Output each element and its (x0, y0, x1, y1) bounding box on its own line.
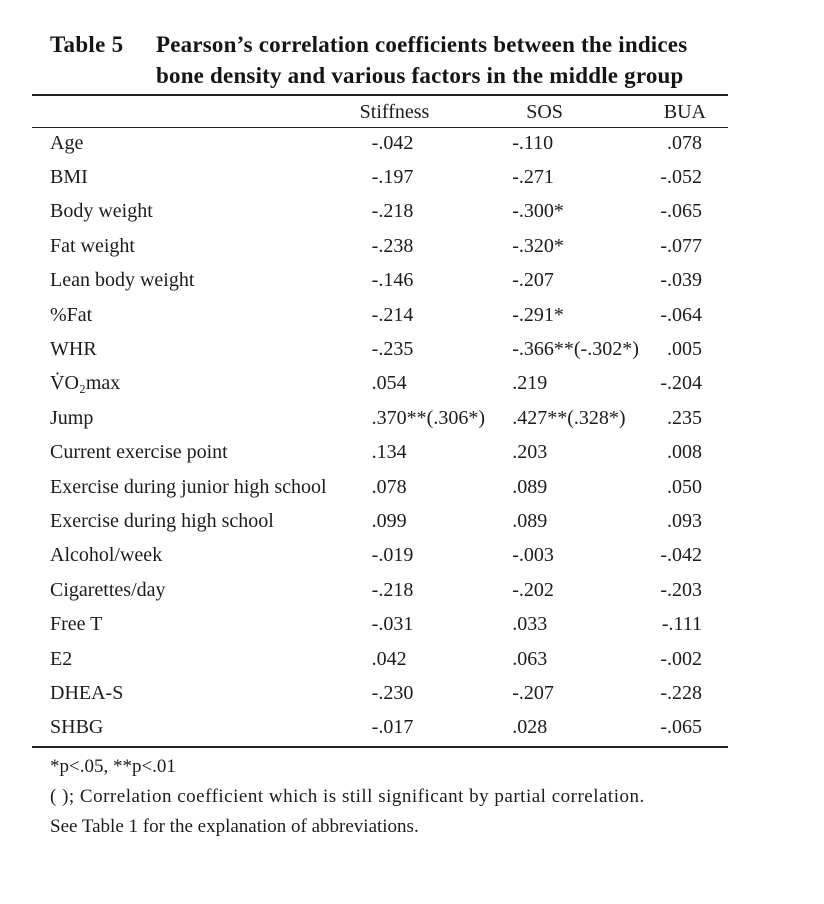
stiffness-cell: -.230 (371, 681, 414, 704)
stiffness-cell: -.031 (371, 613, 414, 636)
table-row (32, 298, 728, 332)
sos-cell: .033 (512, 613, 548, 636)
table-row (32, 504, 728, 538)
table-header-row (32, 98, 728, 126)
factor-cell: Fat weight (50, 234, 135, 257)
factor-cell: Jump (50, 406, 94, 429)
sos-cell: .028 (512, 716, 548, 739)
bua-cell: -.039 (660, 269, 702, 292)
header-bua: BUA (663, 100, 706, 123)
sos-cell: -.320* (512, 234, 564, 257)
top-rule (32, 94, 728, 96)
factor-cell: BMI (50, 166, 88, 189)
partial-correlation-note: ( ); Correlation coefficient which is still significant by partial correlation. (50, 786, 645, 807)
stiffness-cell: -.218 (371, 578, 414, 601)
stiffness-cell: .134 (371, 441, 407, 464)
stiffness-cell: .042 (371, 647, 407, 670)
stiffness-cell: -.017 (371, 716, 414, 739)
table-row (32, 332, 728, 366)
bua-cell: -.042 (660, 544, 702, 567)
sos-cell: -.291* (512, 303, 564, 326)
bua-cell: -.052 (660, 166, 702, 189)
bottom-rule (32, 746, 728, 748)
table-row (32, 229, 728, 263)
sos-cell: -.366**(-.302*) (512, 338, 639, 361)
table-row (32, 401, 728, 435)
factor-cell: DHEA-S (50, 681, 124, 704)
table-figure (32, 30, 728, 837)
factor-cell: Exercise during junior high school (50, 475, 327, 498)
bua-cell: .078 (667, 131, 702, 154)
bua-cell: -.077 (660, 234, 702, 257)
bua-cell: -.065 (660, 200, 702, 223)
stiffness-cell: .370**(.306*) (371, 406, 485, 429)
sos-cell: -.202 (512, 578, 554, 601)
factor-cell: Alcohol/week (50, 544, 163, 567)
bua-cell: .050 (667, 475, 702, 498)
factor-cell: Exercise during high school (50, 509, 274, 532)
table-row (32, 607, 728, 641)
table-row (32, 160, 728, 194)
table-row (32, 436, 728, 470)
factor-cell: Body weight (50, 200, 153, 223)
bua-cell: -.204 (660, 372, 702, 395)
table-label: Table 5 (50, 32, 124, 57)
stiffness-cell: .078 (371, 475, 407, 498)
sos-cell: -.271 (512, 166, 554, 189)
factor-cell: Lean body weight (50, 269, 195, 292)
stiffness-cell: -.146 (371, 269, 414, 292)
stiffness-cell: -.019 (371, 544, 414, 567)
factor-cell: V̇O₂max (50, 372, 121, 395)
bua-cell: .093 (667, 509, 702, 532)
bua-cell: .005 (667, 338, 702, 361)
table-title-line-1: Pearson’s correlation coefficients between the indices (156, 32, 688, 57)
stiffness-cell: .099 (371, 509, 407, 532)
sos-cell: .203 (512, 441, 548, 464)
bua-cell: -.065 (660, 716, 702, 739)
bua-cell: -.228 (660, 681, 702, 704)
factor-cell: Current exercise point (50, 441, 228, 464)
table-body (32, 126, 728, 745)
bua-cell: -.111 (661, 613, 702, 636)
table-row (32, 642, 728, 676)
factor-cell: Age (50, 131, 84, 154)
stiffness-cell: -.218 (371, 200, 414, 223)
sos-cell: .089 (512, 509, 548, 532)
table-row (32, 711, 728, 745)
stiffness-cell: .054 (371, 372, 407, 395)
stiffness-cell: -.235 (371, 338, 414, 361)
header-stiffness: Stiffness (359, 100, 430, 123)
correlation-table (32, 98, 728, 745)
sos-cell: .063 (512, 647, 548, 670)
sos-cell: -.207 (512, 269, 554, 292)
sos-cell: -.110 (512, 131, 554, 154)
bua-cell: -.203 (660, 578, 702, 601)
stiffness-cell: -.197 (371, 166, 414, 189)
sos-cell: .089 (512, 475, 548, 498)
table-row (32, 367, 728, 401)
sos-cell: .219 (512, 372, 548, 395)
bua-cell: .235 (667, 406, 702, 429)
sos-cell: -.003 (512, 544, 554, 567)
table-caption (32, 30, 728, 94)
table-row (32, 539, 728, 573)
factor-cell: E2 (50, 647, 73, 670)
bua-cell: .008 (667, 441, 702, 464)
sos-cell: -.207 (512, 681, 554, 704)
sos-cell: .427**(.328*) (512, 406, 626, 429)
factor-cell: Cigarettes/day (50, 578, 166, 601)
table-title-line-2: bone density and various factors in the middle group (156, 63, 684, 88)
bua-cell: -.002 (660, 647, 702, 670)
factor-cell: %Fat (50, 303, 93, 326)
bua-cell: -.064 (660, 303, 702, 326)
sos-cell: -.300* (512, 200, 564, 223)
factor-cell: Free T (50, 613, 103, 636)
header-factor (32, 98, 338, 126)
table-row (32, 126, 728, 160)
table-row (32, 264, 728, 298)
table-row (32, 470, 728, 504)
table-row (32, 676, 728, 710)
abbreviations-note: See Table 1 for the explanation of abbreviations. (50, 816, 419, 837)
significance-note: *p<.05, **p<.01 (50, 756, 176, 777)
stiffness-cell: -.238 (371, 234, 414, 257)
factor-cell: SHBG (50, 716, 104, 739)
table-footnotes (50, 752, 730, 842)
factor-cell: WHR (50, 338, 97, 361)
header-sos: SOS (526, 100, 563, 123)
table-row (32, 195, 728, 229)
table-row (32, 573, 728, 607)
stiffness-cell: -.214 (371, 303, 414, 326)
stiffness-cell: -.042 (371, 131, 414, 154)
